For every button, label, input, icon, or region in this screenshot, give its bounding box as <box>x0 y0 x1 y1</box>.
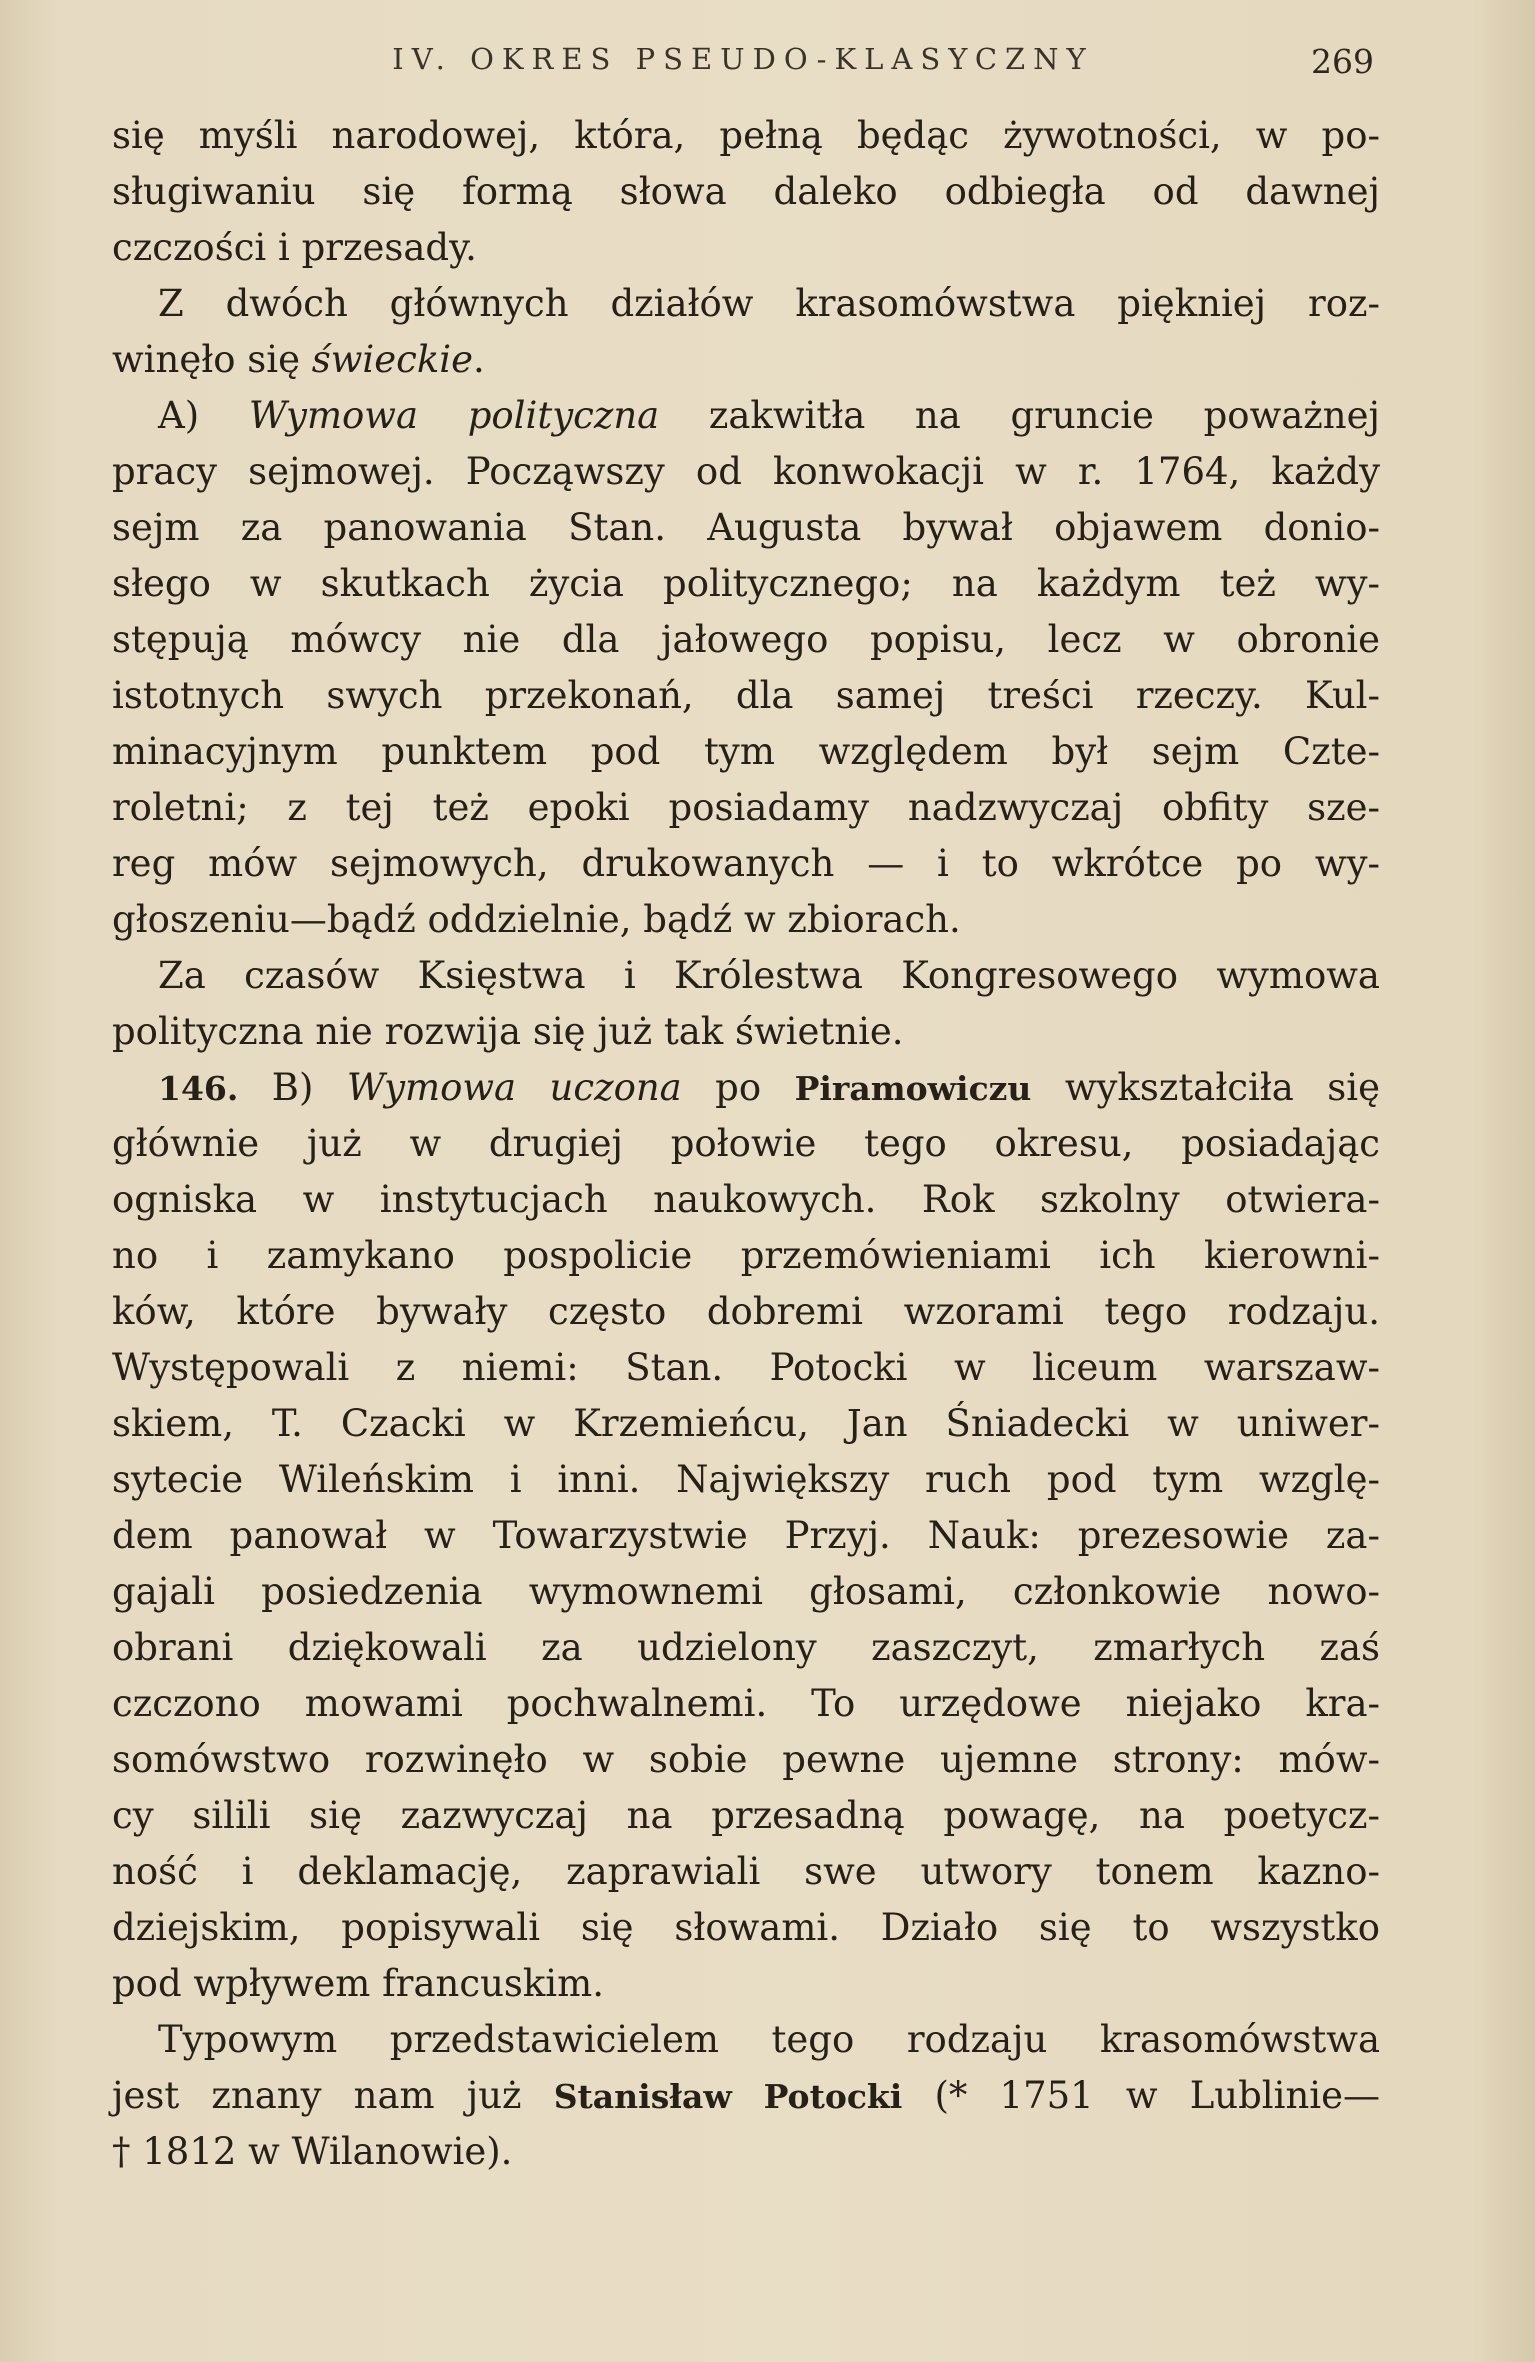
text-line: somówstwo rozwinęło w sobie pewne ujemne strony: mów- <box>112 1738 1380 1781</box>
emphasis: świeckie <box>311 338 474 381</box>
text-line: roletni; z tej też epoki posiadamy nadzwyczaj obfity sze- <box>112 786 1380 829</box>
body-text <box>112 108 1380 2180</box>
page-number: 269 <box>1311 42 1374 81</box>
text-line: cy silili się zazwyczaj na przesadną powagę, na poetycz- <box>112 1794 1380 1837</box>
text-line: Z dwóch głównych działów krasomówstwa piękniej roz- <box>158 282 1380 325</box>
text-line: A) Wymowa polityczna zakwitła na gruncie poważnej <box>158 394 1380 437</box>
text-line: obrani dziękowali za udzielony zaszczyt, zmarłych zaś <box>112 1626 1380 1669</box>
text-line: dem panował w Towarzystwie Przyj. Nauk: prezesowie za- <box>112 1514 1380 1557</box>
text-line: 146. B) Wymowa uczona po Piramowiczu wykształciła się <box>158 1066 1381 1109</box>
text-line: skiem, T. Czacki w Krzemieńcu, Jan Śniadecki w uniwer- <box>112 1402 1380 1445</box>
text-line: no i zamykano pospolicie przemówieniami ich kierowni- <box>112 1234 1380 1277</box>
text-line: ność i deklamację, zaprawiali swe utwory tonem kazno- <box>112 1850 1380 1893</box>
text-line: jest znany nam już Stanisław Potocki (* 1751 w Lublinie— <box>112 2074 1381 2117</box>
text-line: pracy sejmowej. Począwszy od konwokacji w r. 1764, każdy <box>112 450 1380 493</box>
text-line: sługiwaniu się formą słowa daleko odbiegła od dawnej <box>112 170 1380 213</box>
text-line: słego w skutkach życia politycznego; na każdym też wy- <box>112 562 1380 605</box>
text-line: minacyjnym punktem pod tym względem był sejm Czte- <box>112 730 1380 773</box>
text-line: Typowym przedstawicielem tego rodzaju krasomówstwa <box>158 2018 1380 2061</box>
text-line: † 1812 w Wilanowie). <box>112 2130 513 2173</box>
text-line: Za czasów Księstwa i Królestwa Kongresowego wymowa <box>158 954 1380 997</box>
page-header <box>112 42 1374 92</box>
text-line: ogniska w instytucjach naukowych. Rok szkolny otwiera- <box>112 1178 1380 1221</box>
name-bold: Stanisław Potocki <box>553 2077 903 2116</box>
text-line: głównie już w drugiej połowie tego okresu, posiadając <box>112 1122 1380 1165</box>
text-line: reg mów sejmowych, drukowanych — i to wkrótce po wy- <box>112 842 1380 885</box>
text-line: stępują mówcy nie dla jałowego popisu, lecz w obronie <box>112 618 1380 661</box>
text-line: się myśli narodowej, która, pełną będąc żywotności, w po- <box>112 114 1380 157</box>
section-heading-italic: Wymowa uczona <box>346 1066 682 1109</box>
text-line: dziejskim, popisywali się słowami. Działo się to wszystko <box>112 1906 1380 1949</box>
section-heading-italic: Wymowa polityczna <box>248 394 660 437</box>
text-line: polityczna nie rozwija się już tak świetnie. <box>112 1010 904 1053</box>
text-line: czczości i przesady. <box>112 226 477 269</box>
text-line: pod wpływem francuskim. <box>112 1962 604 2005</box>
name-bold: Piramowiczu <box>794 1069 1032 1108</box>
text-line: sytecie Wileńskim i inni. Największy ruch pod tym wzglę- <box>112 1458 1380 1501</box>
text-line: winęło się świeckie. <box>112 338 485 381</box>
text-line: sejm za panowania Stan. Augusta bywał objawem donio- <box>112 506 1380 549</box>
text-line: istotnych swych przekonań, dla samej treści rzeczy. Kul- <box>112 674 1380 717</box>
text-line: ków, które bywały często dobremi wzorami tego rodzaju. <box>112 1290 1380 1333</box>
text-line: gajali posiedzenia wymownemi głosami, członkowie nowo- <box>112 1570 1380 1613</box>
text-line: głoszeniu—bądź oddzielnie, bądź w zbiorach. <box>112 898 961 941</box>
text-line: Występowali z niemi: Stan. Potocki w liceum warszaw- <box>112 1346 1380 1389</box>
section-number: 146. <box>158 1069 239 1108</box>
running-head: IV. OKRES PSEUDO-KLASYCZNY <box>392 42 1094 76</box>
text-line: czczono mowami pochwalnemi. To urzędowe niejako kra- <box>112 1682 1380 1725</box>
